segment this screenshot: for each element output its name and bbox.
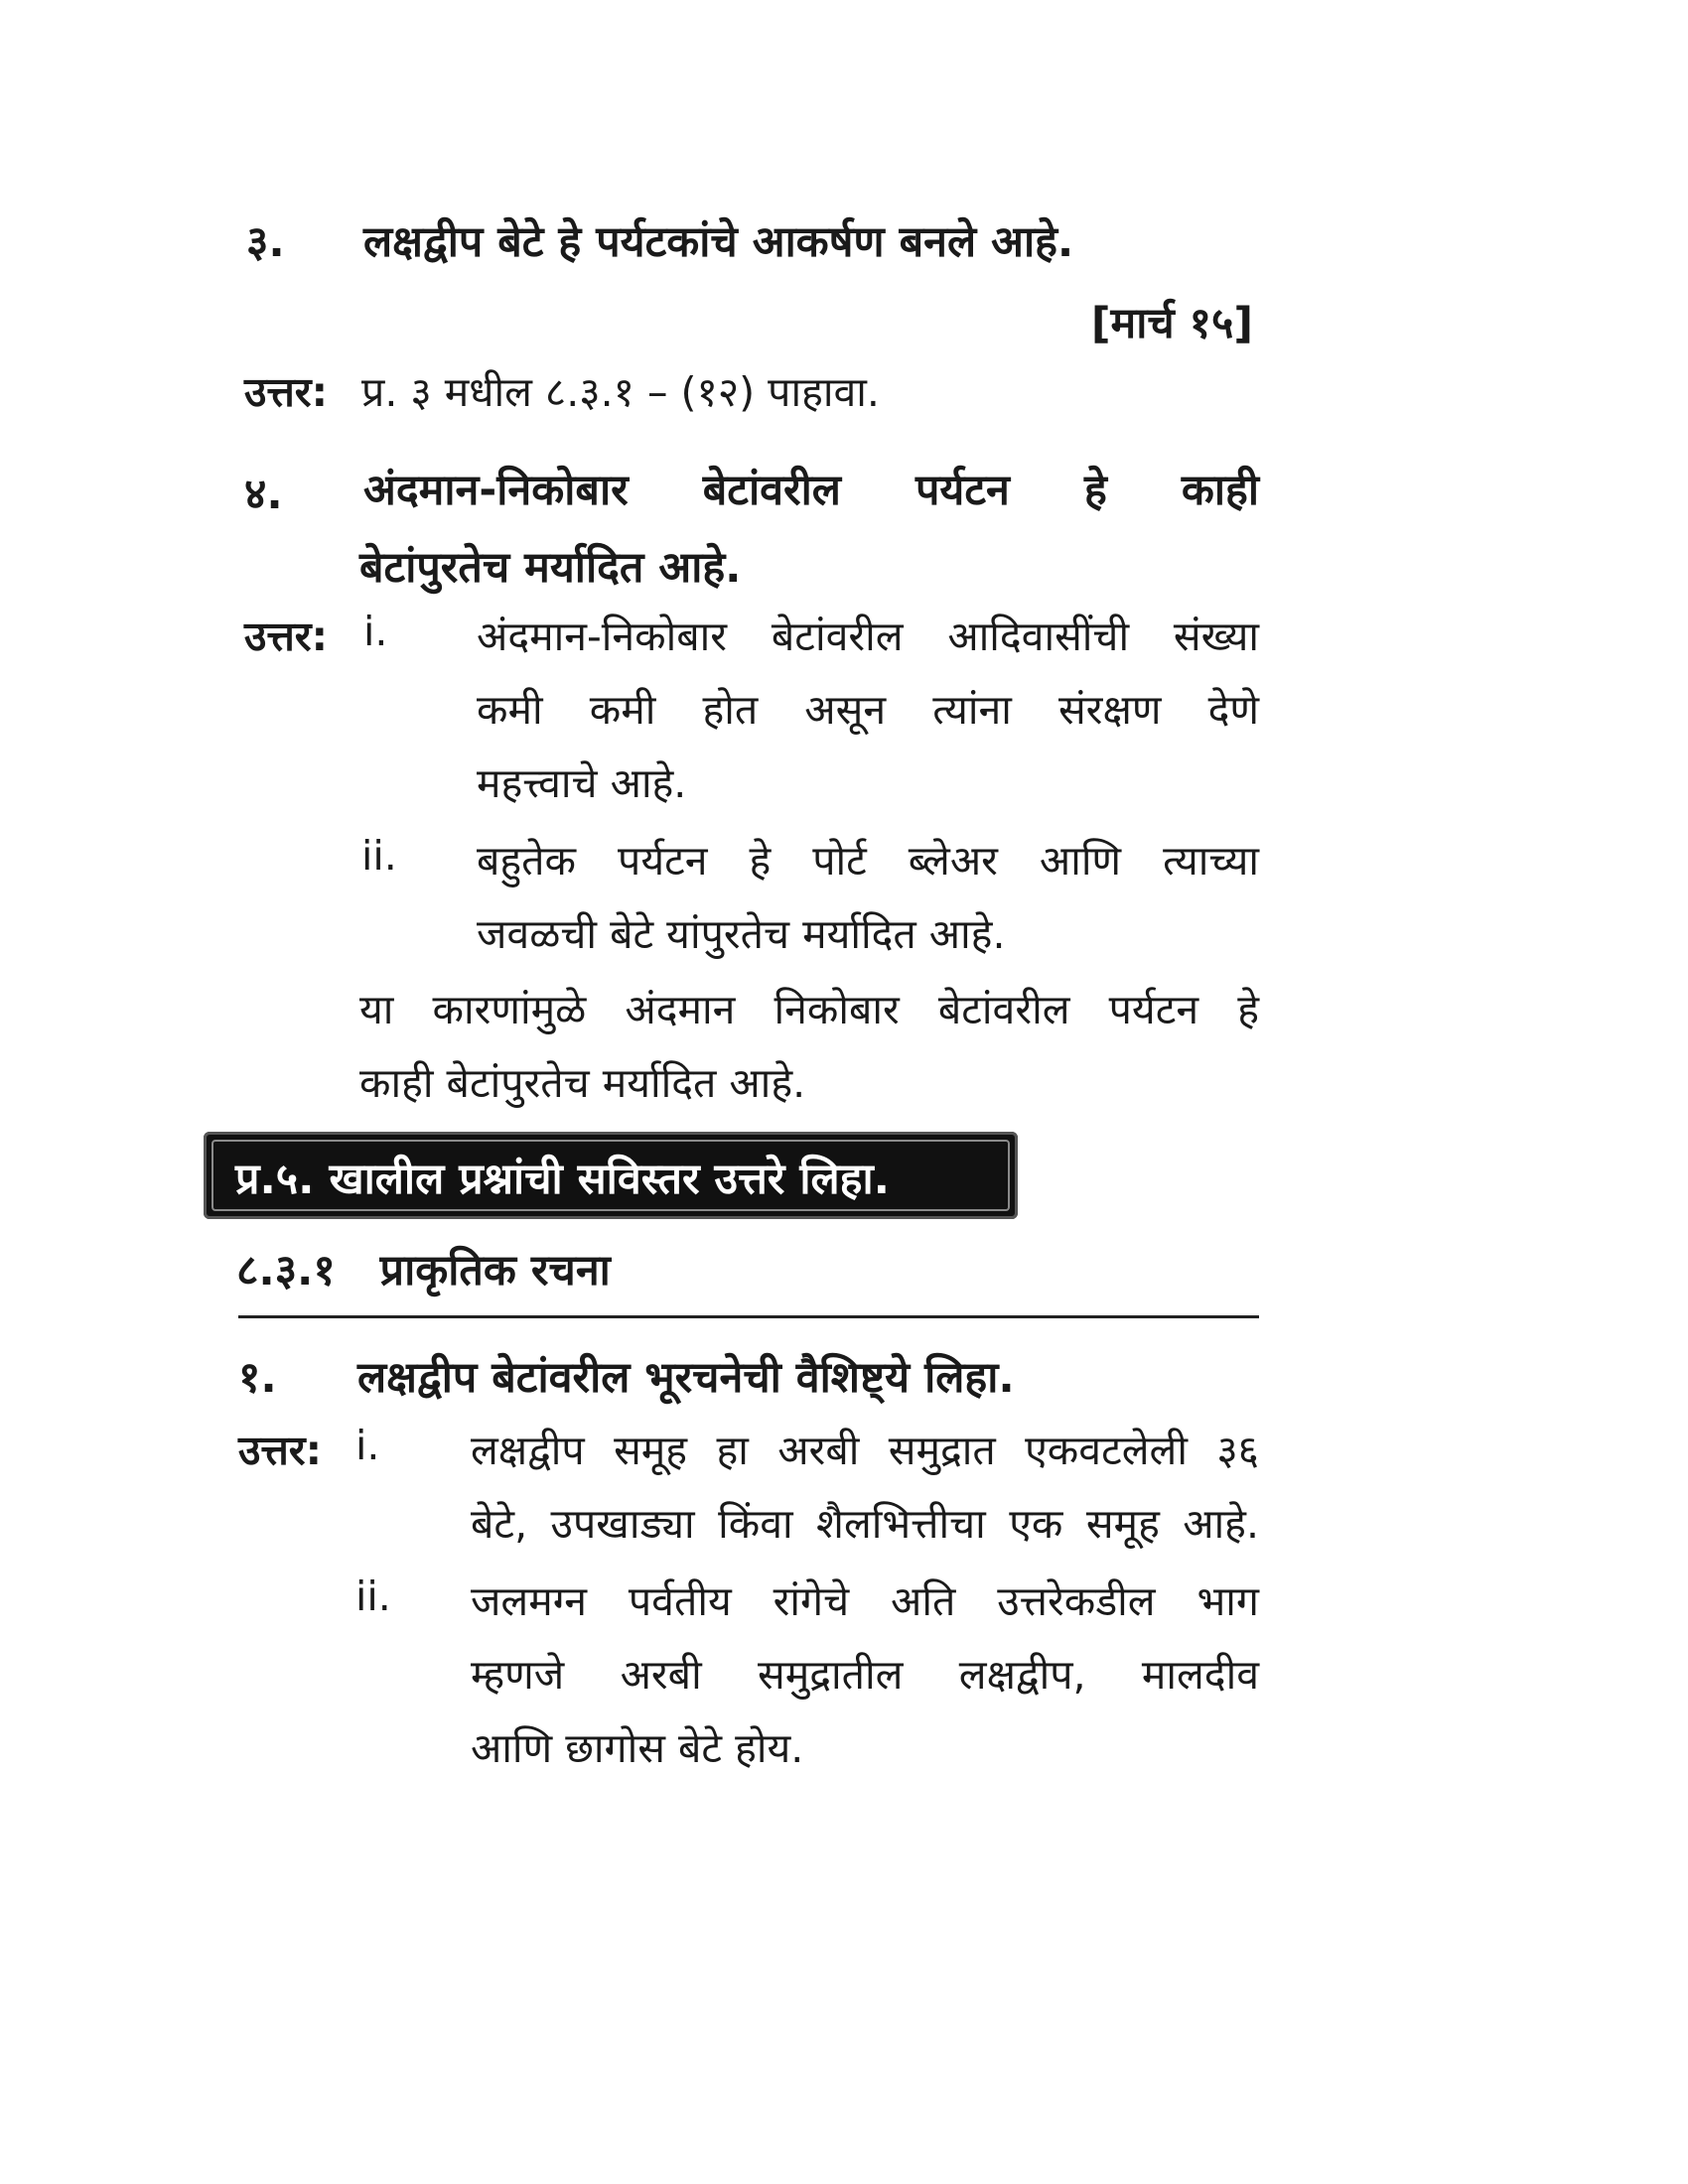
answer-4-conclusion-line-2: काही बेटांपुरतेच मर्यादित आहे.	[359, 1059, 806, 1107]
subheading-divider	[238, 1315, 1259, 1318]
answer-4-conclusion-line-1: या कारणांमुळे अंदमान निकोबार बेटांवरील पर्यटन हे	[359, 986, 1259, 1033]
section-banner-text: प्र.५. खालील प्रश्नांची सविस्तर उत्तरे लिहा.	[235, 1155, 890, 1204]
answer-4-point-i-line-3: महत्त्वाचे आहे.	[477, 759, 687, 807]
answer-1-point-i-line-1: लक्षद्वीप समूह हा अरबी समुद्रात एकवटलेली ३६	[471, 1427, 1259, 1474]
answer-4-point-i-number: i.	[363, 608, 388, 655]
question-3-number: ३.	[246, 217, 285, 267]
answer-1-point-ii-number: ii.	[355, 1572, 391, 1620]
section-banner	[204, 1132, 1018, 1219]
exam-tag: [मार्च १५]	[1090, 299, 1253, 348]
section-subheading: ८.३.१ प्राकृतिक रचना	[236, 1246, 611, 1296]
question-1-text: लक्षद्वीप बेटांवरील भूरचनेची वैशिष्ट्ये लिहा.	[357, 1353, 1015, 1403]
answer-1-point-ii-line-2: म्हणजे अरबी समुद्रातील लक्षद्वीप, मालदीव	[471, 1651, 1259, 1699]
question-1-number: १.	[238, 1353, 277, 1403]
answer-4-label: उत्तर:	[244, 613, 328, 660]
answer-4-point-ii-number: ii.	[361, 832, 397, 880]
question-4-line-2: बेटांपुरतेच मर्यादित आहे.	[359, 543, 742, 593]
answer-3-text: प्र. ३ मधील ८.३.१ – (१२) पाहावा.	[361, 368, 880, 416]
answer-1-point-i-line-2: बेटे, उपखाड्या किंवा शैलभित्तीचा एक समूह आहे.	[471, 1500, 1259, 1548]
answer-4-point-ii-line-2: जवळची बेटे यांपुरतेच मर्यादित आहे.	[477, 910, 1006, 958]
answer-3-label: उत्तर:	[244, 368, 328, 416]
question-4-line-1: अंदमान-निकोबार बेटांवरील पर्यटन हे काही	[363, 466, 1259, 515]
answer-4-point-i-line-1: अंदमान-निकोबार बेटांवरील आदिवासींची संख्या	[477, 613, 1259, 660]
question-4-number: ४.	[244, 470, 283, 519]
answer-4-point-ii-line-1: बहुतेक पर्यटन हे पोर्ट ब्लेअर आणि त्याच्या	[477, 837, 1259, 885]
answer-1-point-ii-line-1: जलमग्न पर्वतीय रांगेचे अति उत्तरेकडील भाग	[471, 1577, 1259, 1625]
answer-1-label: उत्तर:	[238, 1427, 322, 1474]
answer-1-point-i-number: i.	[355, 1422, 380, 1469]
answer-4-point-i-line-2: कमी कमी होत असून त्यांना संरक्षण देणे	[477, 686, 1259, 734]
question-3-text: लक्षद्वीप बेटे हे पर्यटकांचे आकर्षण बनले आहे.	[363, 217, 1074, 267]
answer-1-point-ii-line-3: आणि छागोस बेटे होय.	[471, 1724, 804, 1772]
